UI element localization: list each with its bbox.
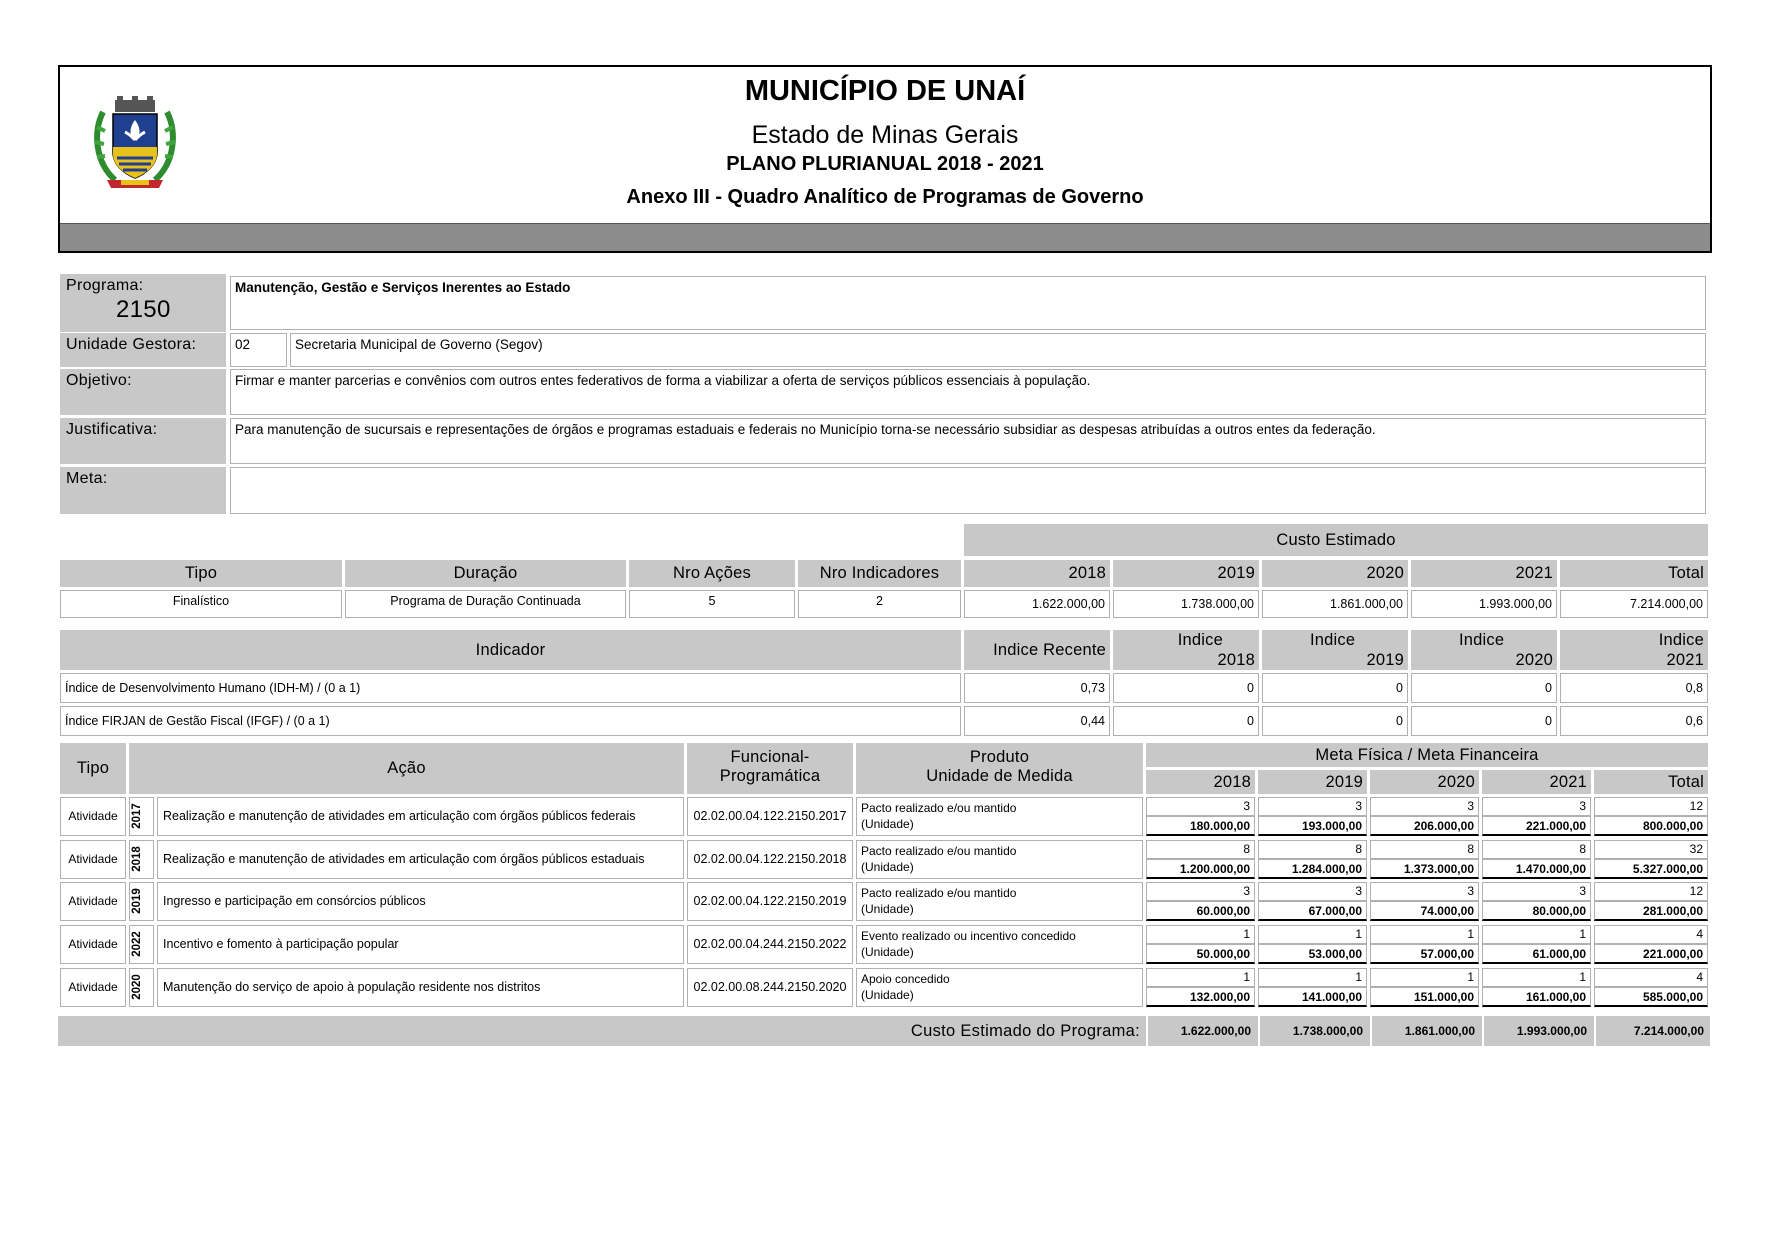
action-code-cell bbox=[129, 925, 154, 964]
meta-financeira-value: 193.000,00 bbox=[1258, 816, 1367, 836]
meta-total-header: Total bbox=[1594, 770, 1708, 794]
meta-financeira-value: 281.000,00 bbox=[1594, 901, 1708, 921]
plan-title: PLANO PLURIANUAL 2018 - 2021 bbox=[726, 153, 1044, 175]
meta-fisica-value: 8 bbox=[1482, 840, 1591, 859]
indice-2019-label: Indice bbox=[1310, 631, 1356, 649]
meta-financeira-value: 221.000,00 bbox=[1482, 816, 1591, 836]
action-produto: Pacto realizado e/ou mantido bbox=[861, 886, 1017, 900]
meta-financeira-value: 53.000,00 bbox=[1258, 944, 1367, 964]
meta-fisica-value: 3 bbox=[1482, 882, 1591, 901]
action-description: Manutenção do serviço de apoio à população residente nos distritos bbox=[157, 968, 684, 1007]
meta-financeira-value: 800.000,00 bbox=[1594, 816, 1708, 836]
col-2021-header: 2021 bbox=[1411, 560, 1557, 587]
action-description: Incentivo e fomento à participação popular bbox=[157, 925, 684, 964]
col-duracao-header: Duração bbox=[345, 560, 626, 587]
action-tipo: Atividade bbox=[60, 882, 126, 921]
meta-fisica-value: 8 bbox=[1370, 840, 1479, 859]
meta-financeira-value: 141.000,00 bbox=[1258, 987, 1367, 1007]
indicator-row-2-name: Índice FIRJAN de Gestão Fiscal (IFGF) / (0 a 1) bbox=[60, 706, 961, 736]
action-produto-cell bbox=[856, 840, 1143, 879]
cost-2019-value: 1.738.000,00 bbox=[1113, 590, 1259, 618]
action-funcional: 02.02.00.08.244.2150.2020 bbox=[687, 968, 853, 1007]
meta-fisica-value: 4 bbox=[1594, 968, 1708, 987]
meta-fisica-value: 32 bbox=[1594, 840, 1708, 859]
indice-2018-year: 2018 bbox=[1217, 651, 1255, 669]
meta-fisica-value: 12 bbox=[1594, 882, 1708, 901]
meta-financeira-value: 60.000,00 bbox=[1146, 901, 1255, 921]
indice-2018-label: Indice bbox=[1177, 631, 1223, 649]
program-name: Manutenção, Gestão e Serviços Inerentes ao Estado bbox=[230, 276, 1706, 330]
indicator-row-2-2018: 0 bbox=[1113, 706, 1259, 736]
meta-2021-header: 2021 bbox=[1482, 770, 1591, 794]
action-funcional: 02.02.00.04.122.2150.2019 bbox=[687, 882, 853, 921]
meta-fisica-value: 3 bbox=[1370, 797, 1479, 816]
action-code: 2019 bbox=[130, 888, 143, 914]
meta-financeira-value: 67.000,00 bbox=[1258, 901, 1367, 921]
meta-financeira-value: 1.200.000,00 bbox=[1146, 859, 1255, 879]
indicator-row-1-2021: 0,8 bbox=[1560, 673, 1708, 703]
cost-duracao-value: Programa de Duração Continuada bbox=[345, 590, 626, 618]
meta-financeira-value: 585.000,00 bbox=[1594, 987, 1708, 1007]
meta-financeira-value: 221.000,00 bbox=[1594, 944, 1708, 964]
action-unidade: (Unidade) bbox=[861, 945, 914, 959]
meta-fisica-value: 1 bbox=[1482, 968, 1591, 987]
indice-2021-year: 2021 bbox=[1666, 651, 1704, 669]
action-tipo: Atividade bbox=[60, 840, 126, 879]
cost-nro-acoes-value: 5 bbox=[629, 590, 795, 618]
action-tipo: Atividade bbox=[60, 797, 126, 836]
document-header bbox=[58, 65, 1712, 253]
custo-estimado-header: Custo Estimado bbox=[964, 524, 1708, 556]
funcional-header-line1: Funcional- bbox=[730, 748, 810, 766]
meta-fisica-value: 3 bbox=[1370, 882, 1479, 901]
meta-fisica-value: 3 bbox=[1146, 797, 1255, 816]
meta-financeira-value: 1.373.000,00 bbox=[1370, 859, 1479, 879]
action-funcional: 02.02.00.04.122.2150.2018 bbox=[687, 840, 853, 879]
indicator-row-1-name: Índice de Desenvolvimento Humano (IDH-M) / (0 a 1) bbox=[60, 673, 961, 703]
action-code: 2018 bbox=[130, 846, 143, 872]
programa-label-cell bbox=[60, 274, 226, 332]
meta-fisica-value: 12 bbox=[1594, 797, 1708, 816]
indice-2020-header bbox=[1411, 630, 1557, 670]
action-code: 2020 bbox=[130, 974, 143, 1000]
footer-2018: 1.622.000,00 bbox=[1146, 1016, 1255, 1046]
footer-2020: 1.861.000,00 bbox=[1370, 1016, 1479, 1046]
meta-financeira-value: 61.000,00 bbox=[1482, 944, 1591, 964]
col-tipo-header: Tipo bbox=[60, 560, 342, 587]
indice-2021-header bbox=[1560, 630, 1708, 670]
action-produto-cell bbox=[856, 925, 1143, 964]
action-code-cell bbox=[129, 840, 154, 879]
meta-fisica-value: 3 bbox=[1258, 882, 1367, 901]
funcional-header-line2: Programática bbox=[719, 767, 821, 785]
col-nro-acoes-header: Nro Ações bbox=[629, 560, 795, 587]
indicator-row-1-2019: 0 bbox=[1262, 673, 1408, 703]
meta-financeira-value: 57.000,00 bbox=[1370, 944, 1479, 964]
program-objective: Firmar e manter parcerias e convênios com outros entes federativos de forma a viabilizar a oferta de serviços públicos essenciais à população. bbox=[230, 369, 1706, 415]
state-name: Estado de Minas Gerais bbox=[751, 121, 1019, 149]
action-description: Ingresso e participação em consórcios públicos bbox=[157, 882, 684, 921]
action-code: 2022 bbox=[130, 931, 143, 957]
meta-fisica-value: 1 bbox=[1258, 925, 1367, 944]
meta-2019-header: 2019 bbox=[1258, 770, 1367, 794]
program-meta bbox=[230, 467, 1706, 514]
indice-2021-label: Indice bbox=[1658, 631, 1704, 649]
action-description: Realização e manutenção de atividades em articulação com órgãos públicos federais bbox=[157, 797, 684, 836]
col-2019-header: 2019 bbox=[1113, 560, 1259, 587]
annex-title: Anexo III - Quadro Analítico de Programas de Governo bbox=[626, 186, 1144, 208]
action-funcional: 02.02.00.04.244.2150.2022 bbox=[687, 925, 853, 964]
footer-total: 7.214.000,00 bbox=[1594, 1016, 1708, 1046]
meta-label: Meta: bbox=[60, 467, 226, 514]
action-unidade: (Unidade) bbox=[861, 988, 914, 1002]
action-produto: Apoio concedido bbox=[861, 972, 950, 986]
meta-fisica-value: 1 bbox=[1370, 925, 1479, 944]
meta-financeira-value: 132.000,00 bbox=[1146, 987, 1255, 1007]
indice-2018-header bbox=[1113, 630, 1259, 670]
produto-header-line1: Produto bbox=[969, 748, 1030, 766]
produto-header-line2: Unidade de Medida bbox=[926, 767, 1073, 785]
action-unidade: (Unidade) bbox=[861, 817, 914, 831]
unidade-gestora-label: Unidade Gestora: bbox=[60, 333, 226, 367]
cost-2018-value: 1.622.000,00 bbox=[964, 590, 1110, 618]
cost-tipo-value: Finalístico bbox=[60, 590, 342, 618]
action-tipo: Atividade bbox=[60, 968, 126, 1007]
meta-financeira-value: 161.000,00 bbox=[1482, 987, 1591, 1007]
meta-fisica-financeira-header: Meta Física / Meta Financeira bbox=[1146, 743, 1708, 767]
meta-2020-header: 2020 bbox=[1370, 770, 1479, 794]
meta-fisica-value: 1 bbox=[1146, 968, 1255, 987]
indice-2019-header bbox=[1262, 630, 1408, 670]
indicador-header: Indicador bbox=[60, 630, 961, 670]
meta-fisica-value: 1 bbox=[1258, 968, 1367, 987]
indice-recente-header: Indice Recente bbox=[964, 630, 1110, 670]
action-description: Realização e manutenção de atividades em articulação com órgãos públicos estaduais bbox=[157, 840, 684, 879]
meta-financeira-value: 206.000,00 bbox=[1370, 816, 1479, 836]
cost-2020-value: 1.861.000,00 bbox=[1262, 590, 1408, 618]
action-funcional: 02.02.00.04.122.2150.2017 bbox=[687, 797, 853, 836]
indice-2020-year: 2020 bbox=[1515, 651, 1553, 669]
action-code-cell bbox=[129, 797, 154, 836]
meta-fisica-value: 8 bbox=[1146, 840, 1255, 859]
cost-2021-value: 1.993.000,00 bbox=[1411, 590, 1557, 618]
col-total-header: Total bbox=[1560, 560, 1708, 587]
indice-2020-label: Indice bbox=[1459, 631, 1505, 649]
action-produto-cell bbox=[856, 882, 1143, 921]
action-produto: Pacto realizado e/ou mantido bbox=[861, 801, 1017, 815]
col-2020-header: 2020 bbox=[1262, 560, 1408, 587]
indicator-row-2-2019: 0 bbox=[1262, 706, 1408, 736]
acao-tipo-header: Tipo bbox=[60, 743, 126, 794]
meta-fisica-value: 3 bbox=[1146, 882, 1255, 901]
program-code: 2150 bbox=[116, 296, 171, 323]
indicator-row-2-2021: 0,6 bbox=[1560, 706, 1708, 736]
cost-total-value: 7.214.000,00 bbox=[1560, 590, 1708, 618]
col-nro-indicadores-header: Nro Indicadores bbox=[798, 560, 961, 587]
meta-fisica-value: 8 bbox=[1258, 840, 1367, 859]
meta-financeira-value: 5.327.000,00 bbox=[1594, 859, 1708, 879]
footer-2019: 1.738.000,00 bbox=[1258, 1016, 1367, 1046]
indicator-row-2-2020: 0 bbox=[1411, 706, 1557, 736]
action-produto-cell bbox=[856, 968, 1143, 1007]
indicator-row-1-2020: 0 bbox=[1411, 673, 1557, 703]
footer-label: Custo Estimado do Programa: bbox=[910, 1022, 1140, 1040]
meta-fisica-value: 3 bbox=[1482, 797, 1591, 816]
col-2018-header: 2018 bbox=[964, 560, 1110, 587]
program-justification: Para manutenção de sucursais e representações de órgãos e programas estaduais e federais no Município torna-se necessário subsidiar as despesas atribuídas a outros entes da federação. bbox=[230, 418, 1706, 464]
action-tipo: Atividade bbox=[60, 925, 126, 964]
indicator-row-1-recente: 0,73 bbox=[964, 673, 1110, 703]
indicator-row-2-recente: 0,44 bbox=[964, 706, 1110, 736]
indice-2019-year: 2019 bbox=[1366, 651, 1404, 669]
acao-header: Ação bbox=[129, 743, 684, 794]
meta-fisica-value: 1 bbox=[1370, 968, 1479, 987]
meta-fisica-value: 4 bbox=[1594, 925, 1708, 944]
unit-code: 02 bbox=[230, 333, 287, 367]
meta-financeira-value: 74.000,00 bbox=[1370, 901, 1479, 921]
funcional-header bbox=[687, 743, 853, 794]
meta-financeira-value: 50.000,00 bbox=[1146, 944, 1255, 964]
indicator-row-1-2018: 0 bbox=[1113, 673, 1259, 703]
cost-nro-indicadores-value: 2 bbox=[798, 590, 961, 618]
justificativa-label: Justificativa: bbox=[60, 418, 226, 464]
meta-financeira-value: 1.284.000,00 bbox=[1258, 859, 1367, 879]
meta-fisica-value: 3 bbox=[1258, 797, 1367, 816]
objetivo-label: Objetivo: bbox=[60, 369, 226, 415]
meta-fisica-value: 1 bbox=[1482, 925, 1591, 944]
meta-financeira-value: 1.470.000,00 bbox=[1482, 859, 1591, 879]
meta-financeira-value: 80.000,00 bbox=[1482, 901, 1591, 921]
action-code: 2017 bbox=[130, 803, 143, 829]
meta-fisica-value: 1 bbox=[1146, 925, 1255, 944]
action-unidade: (Unidade) bbox=[861, 860, 914, 874]
produto-header bbox=[856, 743, 1143, 794]
footer-2021: 1.993.000,00 bbox=[1482, 1016, 1591, 1046]
municipality-title: MUNICÍPIO DE UNAÍ bbox=[744, 75, 1026, 107]
action-produto-cell bbox=[856, 797, 1143, 836]
action-produto: Pacto realizado e/ou mantido bbox=[861, 844, 1017, 858]
action-unidade: (Unidade) bbox=[861, 902, 914, 916]
action-code-cell bbox=[129, 882, 154, 921]
action-code-cell bbox=[129, 968, 154, 1007]
meta-financeira-value: 151.000,00 bbox=[1370, 987, 1479, 1007]
header-band bbox=[60, 223, 1710, 251]
meta-financeira-value: 180.000,00 bbox=[1146, 816, 1255, 836]
action-produto: Evento realizado ou incentivo concedido bbox=[861, 929, 1076, 943]
unit-name: Secretaria Municipal de Governo (Segov) bbox=[290, 333, 1706, 367]
meta-2018-header: 2018 bbox=[1146, 770, 1255, 794]
programa-label: Programa: bbox=[66, 277, 144, 294]
